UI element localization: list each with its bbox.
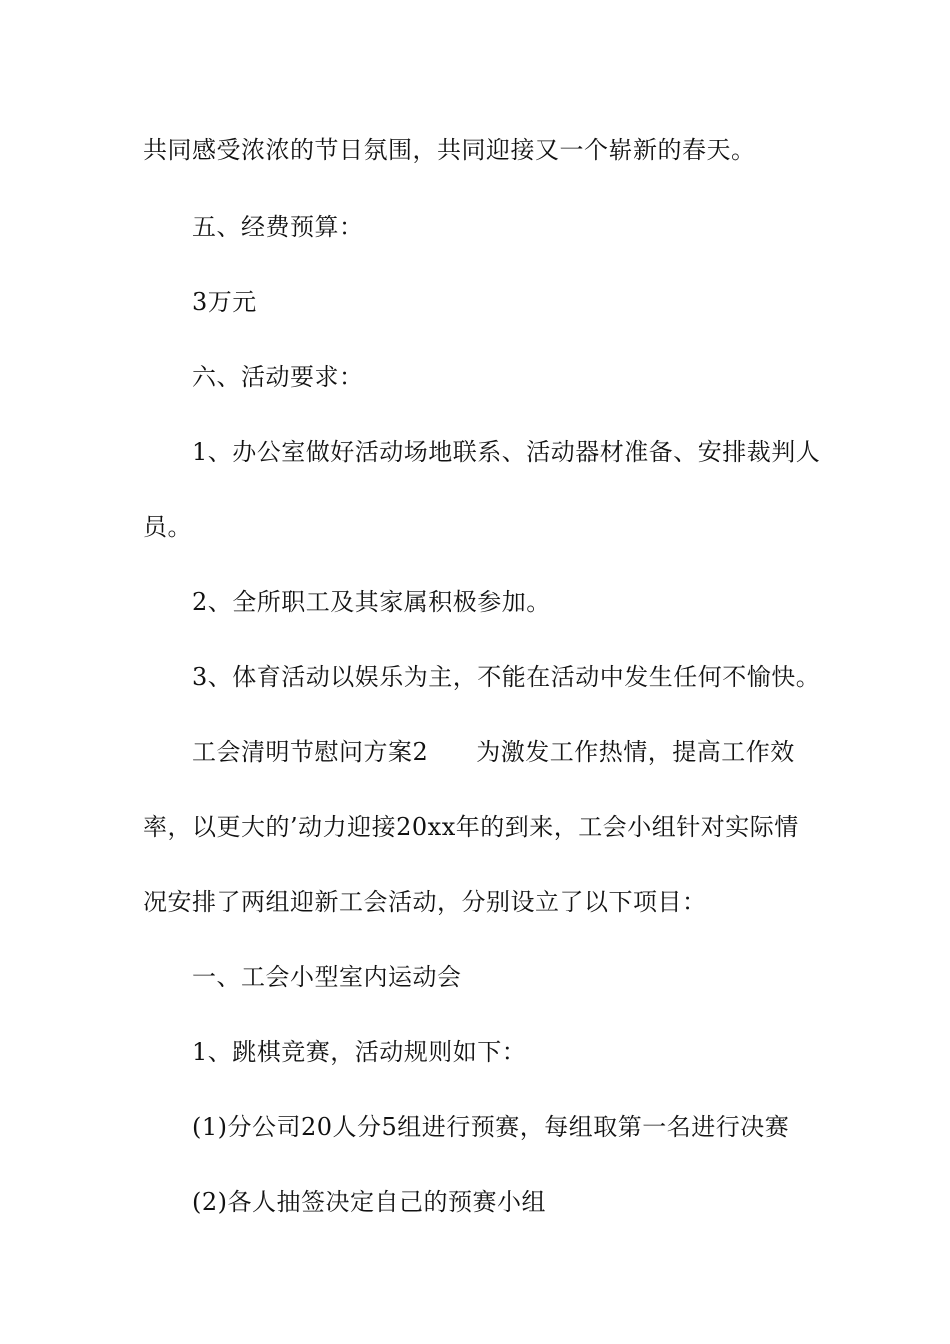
- activity-item-checkers: 1、跳棋竞赛，活动规则如下：: [192, 1038, 527, 1066]
- section-heading-budget: 五、经费预算：: [192, 213, 364, 241]
- rule-item-2: (2)各人抽签决定自己的预赛小组: [192, 1188, 546, 1216]
- requirement-item-1-continuation: 员。: [143, 513, 192, 541]
- paragraph-line: 共同感受浓浓的节日氛围，共同迎接又一个崭新的春天。: [143, 136, 756, 164]
- requirement-item-2: 2、全所职工及其家属积极参加。: [192, 588, 551, 616]
- rule-item-1: (1)分公司20人分5组进行预赛，每组取第一名进行决赛: [192, 1113, 790, 1141]
- requirement-item-1: 1、办公室做好活动场地联系、活动器材准备、安排裁判人: [192, 438, 821, 466]
- paragraph-line: 率，以更大的’动力迎接20xx年的到来，工会小组针对实际情: [143, 813, 799, 841]
- plan-title: 工会清明节慰问方案2: [192, 738, 429, 766]
- budget-amount: 3万元: [192, 288, 257, 316]
- plan-title-line: [192, 736, 872, 768]
- requirement-item-3: 3、体育活动以娱乐为主，不能在活动中发生任何不愉快。: [192, 663, 821, 691]
- section-heading-requirements: 六、活动要求：: [192, 363, 364, 391]
- plan-intro-start: 为激发工作热情，提高工作效: [476, 738, 795, 766]
- section-heading-sports-meet: 一、工会小型室内运动会: [192, 963, 462, 991]
- paragraph-line: 况安排了两组迎新工会活动，分别设立了以下项目：: [143, 888, 707, 916]
